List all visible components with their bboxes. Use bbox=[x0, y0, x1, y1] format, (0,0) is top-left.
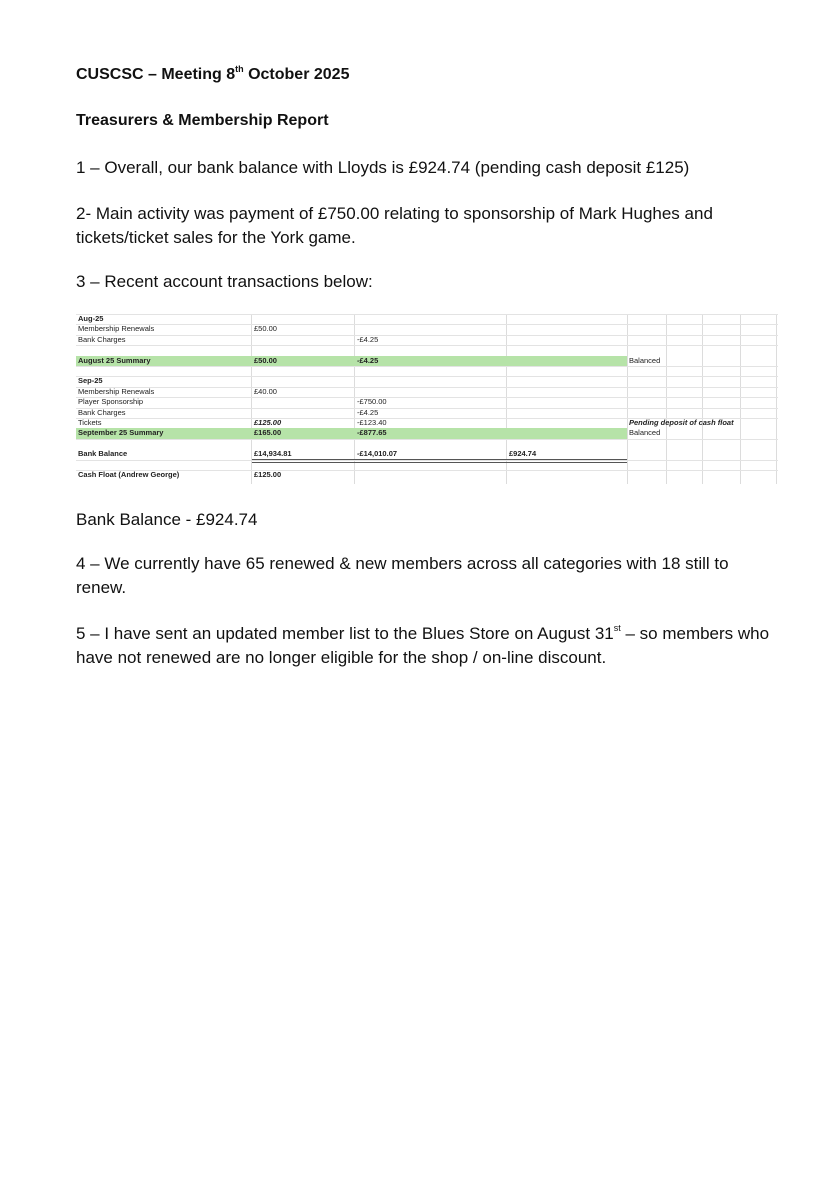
row-out: -£4.25 bbox=[357, 334, 379, 344]
item-2-main-activity: 2- Main activity was payment of £750.00 relating to sponsorship of Mark Hughes and tickets/ticket sales for the York game. bbox=[76, 204, 713, 247]
item-1-bank-balance: 1 – Overall, our bank balance with Lloyds is £924.74 (pending cash deposit £125) bbox=[76, 158, 690, 177]
table-row bbox=[76, 335, 778, 345]
item-3-transactions-intro: 3 – Recent account transactions below: bbox=[76, 272, 373, 291]
sep-header-row bbox=[76, 376, 778, 386]
aug-summary-note bbox=[629, 356, 769, 366]
row-label: Membership Renewals bbox=[78, 386, 155, 396]
bank-balance-line: Bank Balance - £924.74 bbox=[76, 510, 258, 529]
summary-in: £165.00 bbox=[254, 428, 282, 438]
transactions-spreadsheet bbox=[76, 314, 778, 484]
table-row bbox=[76, 408, 778, 418]
table-row bbox=[76, 418, 778, 428]
item-5-member-list: 5 – I have sent an updated member list to the Blues Store on August 31st – so members who have not renewed are no longer eligible for the shop / on-line discount. bbox=[76, 623, 770, 667]
summary-note: Balanced bbox=[629, 355, 661, 365]
pending-deposit-note: Pending deposit of cash float bbox=[629, 418, 734, 427]
row-label: Membership Renewals bbox=[78, 324, 155, 334]
sep-summary-row bbox=[76, 428, 627, 438]
summary-note: Balanced bbox=[629, 428, 661, 438]
report-subtitle: Treasurers & Membership Report bbox=[76, 112, 329, 129]
summary-label: September 25 Summary bbox=[78, 428, 164, 438]
item-4-membership: 4 – We currently have 65 renewed & new members across all categories with 18 still to renew. bbox=[76, 554, 729, 597]
row-in: £40.00 bbox=[254, 386, 277, 396]
row-label: Player Sponsorship bbox=[78, 397, 144, 407]
aug-header-row bbox=[76, 314, 778, 324]
balance-in: £14,934.81 bbox=[254, 449, 292, 459]
table-row bbox=[76, 324, 778, 334]
summary-label: August 25 Summary bbox=[78, 355, 151, 365]
summary-out: -£4.25 bbox=[357, 355, 379, 365]
aug-summary-row bbox=[76, 356, 627, 366]
row-in: £50.00 bbox=[254, 324, 277, 334]
row-out: -£750.00 bbox=[357, 397, 387, 407]
row-label: Tickets bbox=[78, 418, 102, 427]
balance-label: Bank Balance bbox=[78, 449, 128, 459]
sep-header: Sep-25 bbox=[78, 376, 103, 386]
row-in: £125.00 bbox=[254, 418, 282, 427]
balance-total: £924.74 bbox=[509, 449, 537, 459]
aug-header: Aug-25 bbox=[78, 314, 104, 323]
table-row bbox=[76, 397, 778, 407]
document-title: CUSCSC – Meeting 8th October 2025 bbox=[76, 63, 350, 83]
cash-float-row bbox=[76, 470, 778, 480]
row-out: -£123.40 bbox=[357, 418, 387, 427]
summary-in: £50.00 bbox=[254, 355, 277, 365]
sep-summary-note bbox=[629, 428, 769, 438]
balance-out: -£14,010.07 bbox=[357, 449, 398, 459]
row-label: Bank Charges bbox=[78, 407, 126, 417]
summary-out: -£877.65 bbox=[357, 428, 387, 438]
cash-float-value: £125.00 bbox=[254, 470, 282, 479]
cash-float-label: Cash Float (Andrew George) bbox=[78, 470, 180, 479]
row-label: Bank Charges bbox=[78, 334, 126, 344]
row-out: -£4.25 bbox=[357, 407, 379, 417]
table-row bbox=[76, 387, 778, 397]
